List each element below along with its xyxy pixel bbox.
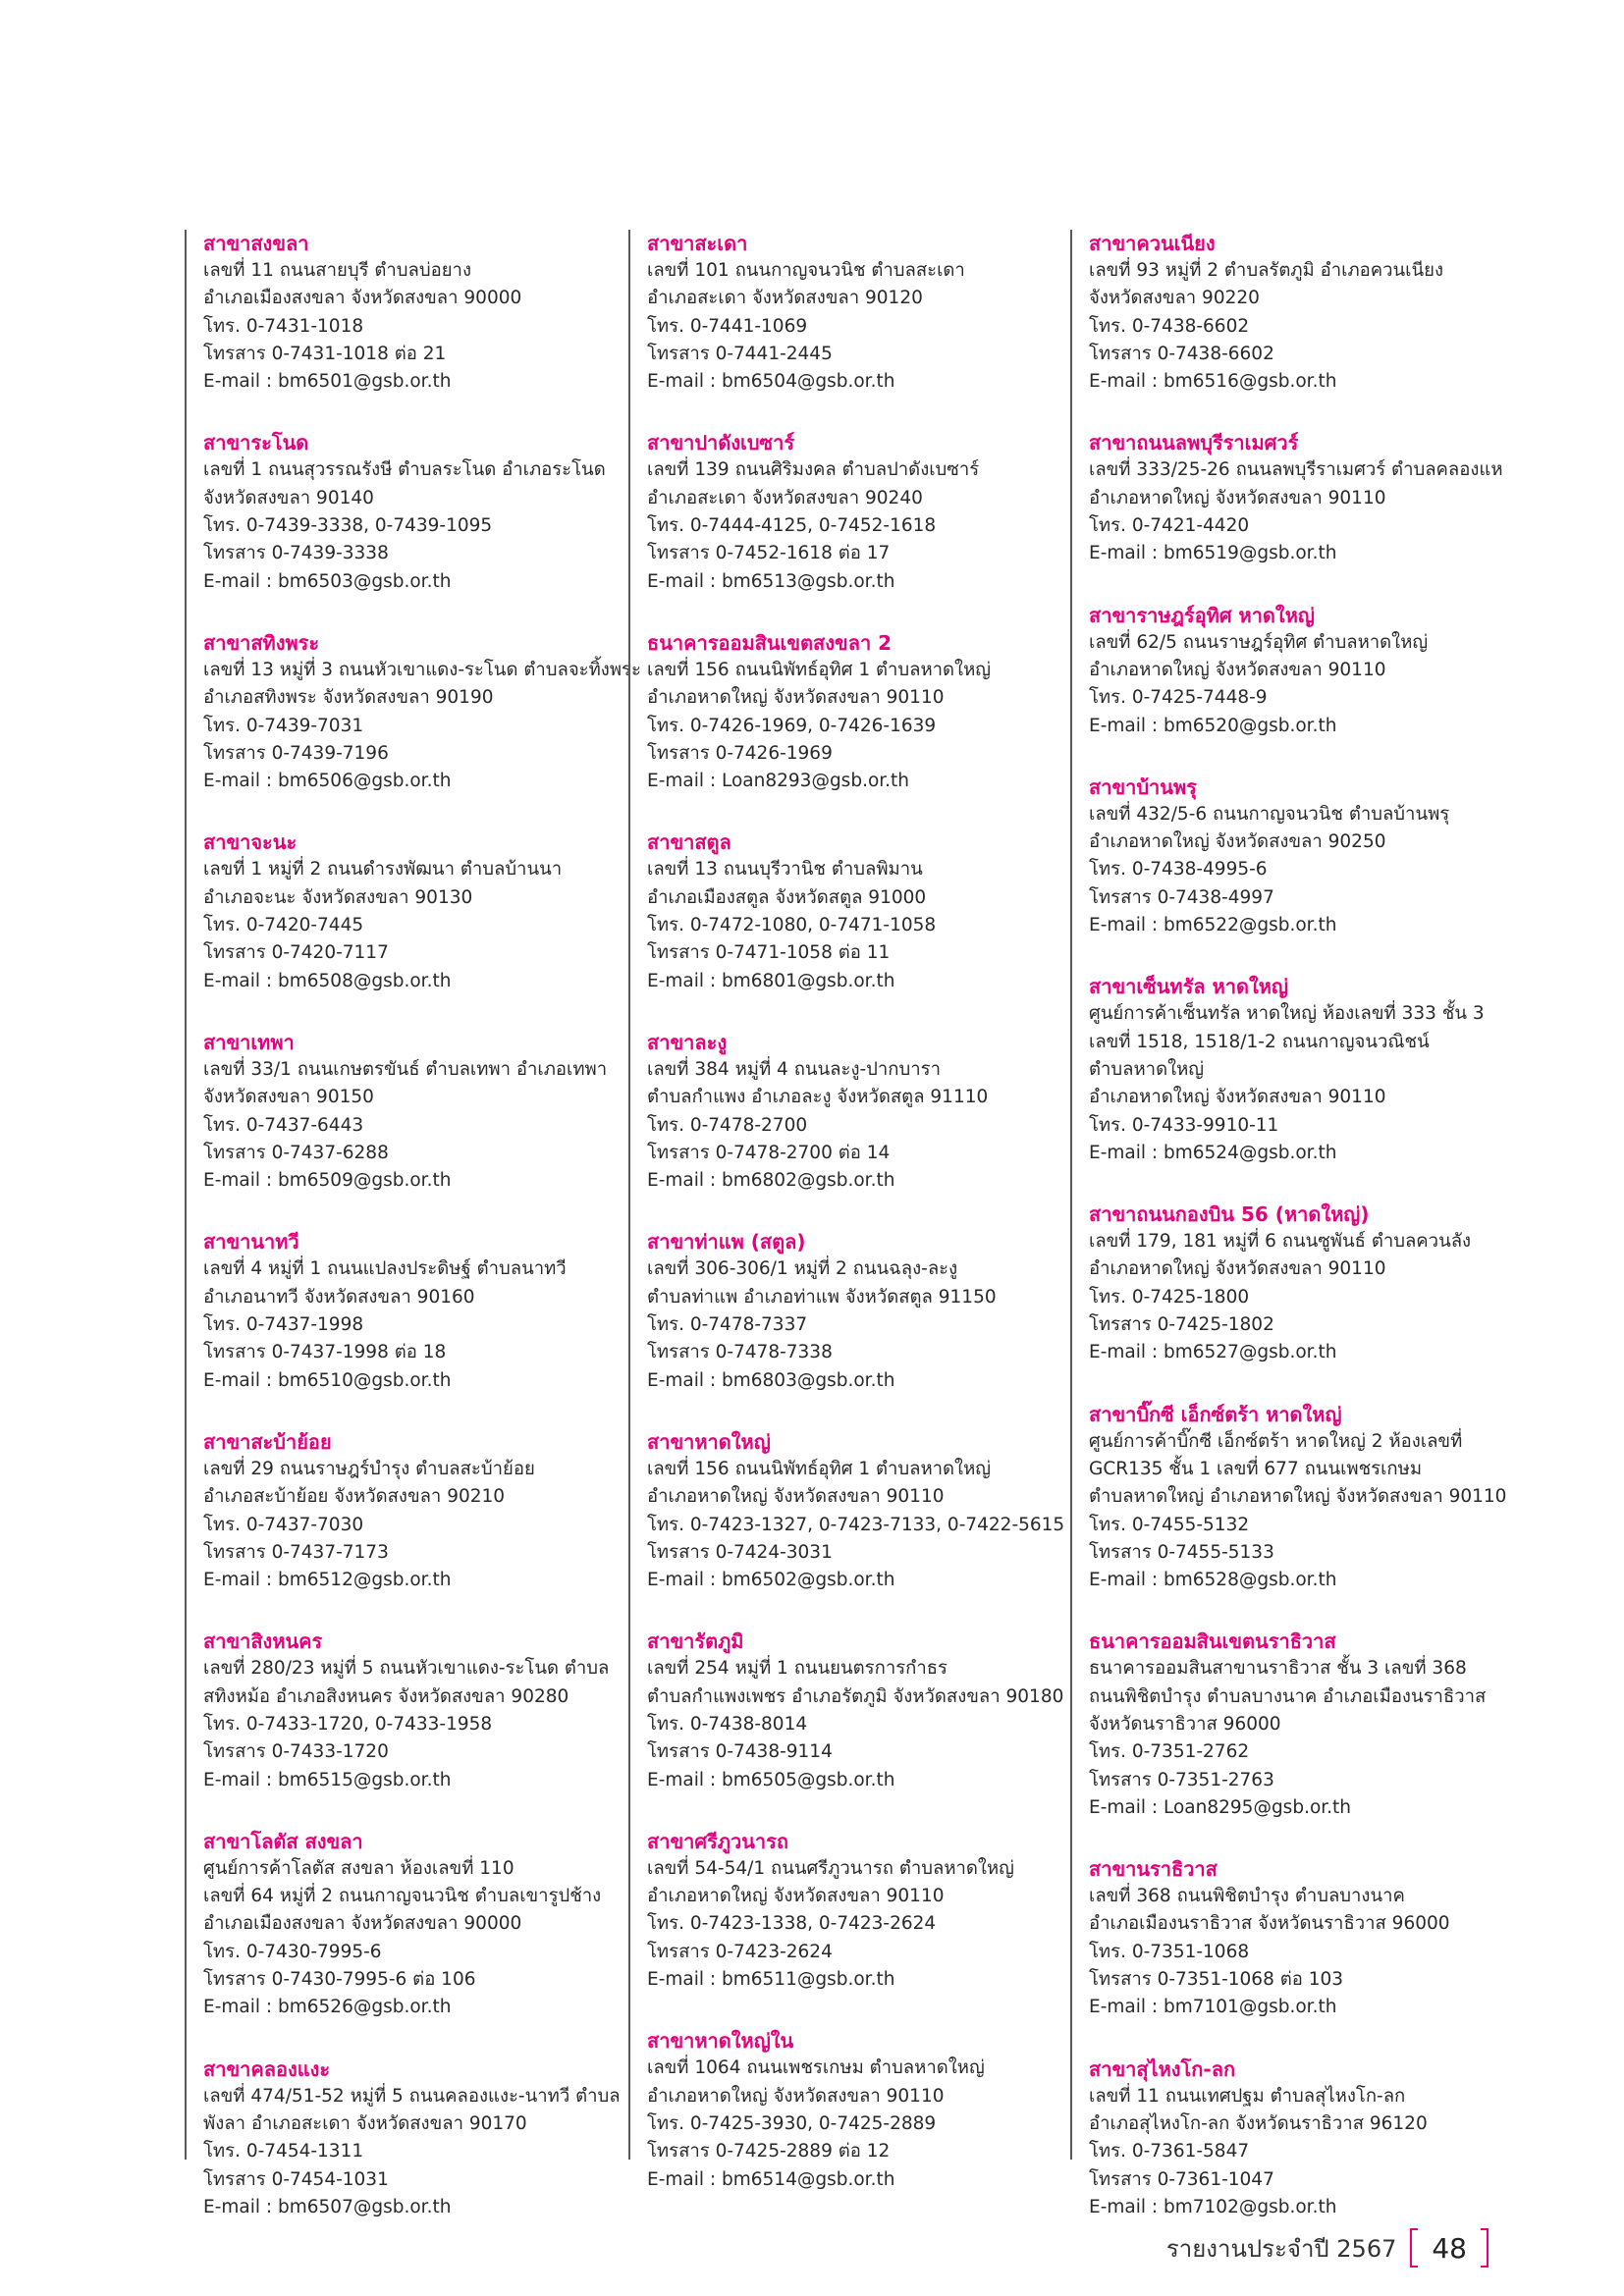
branch-detail-line: โทรสาร 0-7351-1068 ต่อ 103: [1089, 1969, 1344, 1991]
branch-detail-line: เลขที่ 4 หมู่ที่ 1 ถนนแปลงประดิษฐ์ ตำบลนาทวี: [203, 1258, 567, 1280]
branch-detail-line: โทรสาร 0-7478-2700 ต่อ 14: [647, 1142, 891, 1163]
branch-detail-line: โทร. 0-7444-4125, 0-7452-1618: [647, 515, 937, 537]
branch-entry: [203, 2056, 646, 2221]
branch-detail-line: โทรสาร 0-7425-2889 ต่อ 12: [647, 2141, 891, 2163]
branch-detail-line: เลขที่ 1 ถนนสุวรรณรังษี ตำบลระโนด อำเภอระโนด: [203, 459, 606, 481]
branch-email[interactable]: E-mail : bm6507@gsb.or.th: [203, 2196, 452, 2217]
branch-name: สาขาเซ็นทรัล หาดใหญ่: [1089, 975, 1288, 999]
branch-entry: [1089, 1201, 1532, 1366]
branch-detail-line: เลขที่ 474/51-52 หมู่ที่ 5 ถนนคลองแงะ-นาทวี ตำบล: [203, 2085, 621, 2107]
branch-detail-line: โทร. 0-7425-7448-9: [1089, 687, 1268, 709]
branch-detail-line: ถนนพิชิตบำรุง ตำบลบางนาค อำเภอเมืองนราธิวาส: [1089, 1685, 1487, 1707]
branch-detail-line: โทร. 0-7472-1080, 0-7471-1058: [647, 915, 937, 936]
branch-detail-line: เลขที่ 101 ถนนกาญจนวนิช ตำบลสะเดา: [647, 260, 965, 281]
branch-detail-line: เลขที่ 156 ถนนนิพัทธ์อุทิศ 1 ตำบลหาดใหญ่: [647, 1458, 992, 1479]
branch-email[interactable]: E-mail : Loan8295@gsb.or.th: [1089, 1796, 1352, 1818]
branch-email[interactable]: E-mail : bm6802@gsb.or.th: [647, 1170, 895, 1192]
branch-detail-line: อำเภอหาดใหญ่ จังหวัดสงขลา 90110: [647, 1486, 945, 1508]
branch-detail-line: อำเภอหาดใหญ่ จังหวัดสงขลา 90110: [1089, 659, 1386, 680]
branch-detail-line: โทร. 0-7437-1998: [203, 1314, 364, 1336]
branch-email[interactable]: E-mail : bm6501@gsb.or.th: [203, 371, 452, 393]
branch-detail-line: โทร. 0-7441-1069: [647, 315, 808, 337]
branch-detail-line: จังหวัดสงขลา 90220: [1089, 288, 1260, 309]
branch-detail-line: เลขที่ 179, 181 หมู่ที่ 6 ถนนซูพันธ์ ตำบลควนลัง: [1089, 1231, 1472, 1253]
branch-email[interactable]: E-mail : bm6803@gsb.or.th: [647, 1369, 895, 1391]
branch-detail-line: โทร. 0-7438-4995-6: [1089, 859, 1268, 881]
page-number: 48: [1432, 2231, 1467, 2265]
branch-detail-line: โทร. 0-7423-1338, 0-7423-2624: [647, 1913, 937, 1935]
branch-detail-line: เลขที่ 306-306/1 หมู่ที่ 2 ถนนฉลุง-ละงู: [647, 1258, 958, 1280]
branch-detail-line: โทร. 0-7425-3930, 0-7425-2889: [647, 2112, 937, 2134]
branch-detail-line: อำเภอเมืองสงขลา จังหวัดสงขลา 90000: [203, 288, 522, 309]
branch-detail-line: โทร. 0-7478-7337: [647, 1314, 808, 1336]
branch-detail-line: โทร. 0-7431-1018: [203, 315, 364, 337]
branch-entry: [203, 429, 646, 595]
branch-detail-line: โทรสาร 0-7426-1969: [647, 742, 833, 764]
branch-name: สาขาบ้านพรุ: [1089, 774, 1197, 799]
branch-detail-line: โทรสาร 0-7430-7995-6 ต่อ 106: [203, 1969, 476, 1991]
branch-detail-line: โทรสาร 0-7438-9114: [647, 1741, 833, 1763]
branch-detail-line: โทรสาร 0-7439-3338: [203, 543, 389, 564]
branch-name: สาขาสะบ้าย้อย: [203, 1429, 332, 1454]
branch-detail-line: เลขที่ 139 ถนนศิริมงคล ตำบลปาดังเบซาร์: [647, 459, 980, 481]
branch-detail-line: อำเภอสะบ้าย้อย จังหวัดสงขลา 90210: [203, 1486, 506, 1508]
branch-email[interactable]: E-mail : bm6514@gsb.or.th: [647, 2168, 895, 2190]
branch-detail-line: โทรสาร 0-7454-1031: [203, 2168, 389, 2190]
branch-email[interactable]: E-mail : bm6512@gsb.or.th: [203, 1570, 452, 1591]
branch-email[interactable]: E-mail : bm6509@gsb.or.th: [203, 1170, 452, 1192]
branch-entry: [647, 1828, 1080, 1994]
branch-detail-line: ตำบลหาดใหญ่ อำเภอหาดใหญ่ จังหวัดสงขลา 90110: [1089, 1486, 1507, 1508]
branch-detail-line: เลขที่ 432/5-6 ถนนกาญจนวนิช ตำบลบ้านพรุ: [1089, 803, 1450, 825]
branch-column-3: [1070, 230, 1532, 2217]
branch-detail-line: อำเภอสุไหงโก-ลก จังหวัดนราธิวาส 96120: [1089, 2112, 1428, 2134]
branch-detail-line: โทร. 0-7439-7031: [203, 715, 364, 736]
branch-detail-line: อำเภอหาดใหญ่ จังหวัดสงขลา 90110: [1089, 487, 1386, 508]
branch-detail-line: อำเภอหาดใหญ่ จังหวัดสงขลา 90110: [647, 1886, 945, 1907]
branch-entry: [203, 1029, 646, 1195]
branch-detail-line: โทร. 0-7439-3338, 0-7439-1095: [203, 515, 493, 537]
branch-detail-line: อำเภอหาดใหญ่ จังหวัดสงขลา 90110: [1089, 1087, 1386, 1108]
branch-detail-line: โทร. 0-7423-1327, 0-7423-7133, 0-7422-5615: [647, 1514, 1065, 1535]
branch-detail-line: โทรสาร 0-7433-1720: [203, 1741, 389, 1763]
page-footer: [1166, 2223, 1489, 2272]
branch-name: ธนาคารออมสินเขตสงขลา 2: [647, 630, 893, 655]
branch-name: สาขาถนนลพบุรีราเมศวร์: [1089, 431, 1299, 455]
branch-entry: [647, 429, 1080, 595]
branch-email[interactable]: E-mail : bm6508@gsb.or.th: [203, 970, 452, 991]
branch-detail-line: โทรสาร 0-7478-7338: [647, 1342, 833, 1363]
branch-name: สาขาสตูล: [647, 830, 731, 855]
branch-detail-line: ตำบลท่าแพ อำเภอท่าแพ จังหวัดสตูล 91150: [647, 1286, 997, 1308]
branch-name: สาขาปาดังเบซาร์: [647, 431, 795, 455]
branch-detail-line: เลขที่ 64 หมู่ที่ 2 ถนนกาญจนวนิช ตำบลเขารูปช้าง: [203, 1886, 602, 1907]
branch-name: สาขาเทพา: [203, 1030, 295, 1054]
branch-detail-line: โทร. 0-7455-5132: [1089, 1514, 1250, 1535]
branch-detail-line: โทร. 0-7478-2700: [647, 1114, 808, 1136]
branch-detail-line: ศูนย์การค้าเซ็นทรัล หาดใหญ่ ห้องเลขที่ 333 ชั้น 3: [1089, 1003, 1485, 1025]
branch-email[interactable]: E-mail : bm6505@gsb.or.th: [647, 1769, 895, 1790]
branch-entry: [1089, 774, 1532, 939]
branch-detail-line: โทรสาร 0-7424-3031: [647, 1541, 833, 1563]
branch-name: สาขาสะเดา: [647, 232, 748, 255]
branch-entry: [203, 1428, 646, 1594]
branch-entry: [1089, 973, 1532, 1167]
branch-detail-line: โทรสาร 0-7420-7117: [203, 942, 389, 964]
branch-entry: [203, 828, 646, 994]
branch-detail-line: เลขที่ 384 หมู่ที่ 4 ถนนละงู-ปากบารา: [647, 1058, 941, 1080]
branch-entry: [647, 2027, 1080, 2193]
branch-detail-line: โทรสาร 0-7425-1802: [1089, 1314, 1274, 1336]
branch-name: สาขาหาดใหญ่ใน: [647, 2029, 794, 2054]
branch-name: สาขาถนนกองบิน 56 (หาดใหญ่): [1089, 1202, 1370, 1227]
branch-entry: [203, 1828, 646, 2022]
branch-detail-line: โทร. 0-7426-1969, 0-7426-1639: [647, 715, 937, 736]
branch-detail-line: พังลา อำเภอสะเดา จังหวัดสงขลา 90170: [203, 2112, 527, 2134]
branch-detail-line: โทรสาร 0-7437-1998 ต่อ 18: [203, 1342, 447, 1363]
branch-detail-line: เลขที่ 1 หมู่ที่ 2 ถนนดำรงพัฒนา ตำบลบ้านนา: [203, 859, 563, 881]
branch-email[interactable]: E-mail : bm6515@gsb.or.th: [203, 1769, 452, 1790]
right-bracket: [1481, 2228, 1489, 2268]
branch-email[interactable]: E-mail : bm6519@gsb.or.th: [1089, 543, 1337, 564]
branch-name: ธนาคารออมสินเขตนราธิวาส: [1089, 1629, 1336, 1654]
branch-detail-line: โทร. 0-7421-4420: [1089, 515, 1250, 537]
branch-name: สาขาบิ๊กซี เอ็กซ์ตร้า หาดใหญ่: [1089, 1402, 1342, 1426]
branch-detail-line: โทร. 0-7437-6443: [203, 1114, 364, 1136]
branch-detail-line: เลขที่ 13 หมู่ที่ 3 ถนนหัวเขาแดง-ระโนด ตำบลจะทิ้งพระ: [203, 659, 641, 680]
branch-detail-line: โทรสาร 0-7438-4997: [1089, 886, 1274, 908]
branch-detail-line: โทร. 0-7437-7030: [203, 1514, 364, 1535]
branch-entry: [1089, 1855, 1532, 2021]
branch-detail-line: โทรสาร 0-7441-2445: [647, 343, 833, 364]
branch-detail-line: อำเภอเมืองสตูล จังหวัดสตูล 91000: [647, 886, 927, 908]
branch-entry: [647, 1029, 1080, 1195]
branch-detail-line: เลขที่ 156 ถนนนิพัทธ์อุทิศ 1 ตำบลหาดใหญ่: [647, 659, 992, 680]
branch-entry: [647, 1228, 1080, 1394]
branch-detail-line: อำเภอเมืองสงขลา จังหวัดสงขลา 90000: [203, 1913, 522, 1935]
branch-detail-line: โทรสาร 0-7361-1047: [1089, 2168, 1274, 2190]
branch-detail-line: อำเภอเมืองนราธิวาส จังหวัดนราธิวาส 96000: [1089, 1913, 1450, 1935]
branch-detail-line: เลขที่ 62/5 ถนนราษฎร์อุทิศ ตำบลหาดใหญ่: [1089, 631, 1429, 653]
branch-detail-line: จังหวัดสงขลา 90150: [203, 1087, 374, 1108]
branch-entry: [1089, 429, 1532, 567]
branch-entry: [647, 230, 1080, 396]
branch-email[interactable]: E-mail : Loan8293@gsb.or.th: [647, 771, 910, 792]
branch-detail-line: โทรสาร 0-7471-1058 ต่อ 11: [647, 942, 891, 964]
branch-detail-line: อำเภอจะนะ จังหวัดสงขลา 90130: [203, 886, 473, 908]
branch-detail-line: โทรสาร 0-7351-2763: [1089, 1769, 1274, 1790]
branch-detail-line: เลขที่ 29 ถนนราษฎร์บำรุง ตำบลสะบ้าย้อย: [203, 1458, 535, 1479]
branch-email[interactable]: E-mail : bm7102@gsb.or.th: [1089, 2196, 1337, 2217]
branch-detail-line: โทร. 0-7438-8014: [647, 1713, 808, 1735]
report-title: รายงานประจำปี 2567: [1165, 2234, 1397, 2263]
branch-name: สาขาหาดใหญ่: [647, 1429, 771, 1454]
branch-detail-line: เลขที่ 333/25-26 ถนนลพบุรีราเมศวร์ ตำบลคลองแห: [1089, 459, 1503, 481]
branch-detail-line: โทรสาร 0-7423-2624: [647, 1941, 833, 1962]
branch-detail-line: เลขที่ 254 หมู่ที่ 1 ถนนยนตรการกำธร: [647, 1658, 947, 1680]
branch-detail-line: ตำบลหาดใหญ่: [1089, 1058, 1205, 1080]
branch-entry: [647, 828, 1080, 994]
branch-detail-line: เลขที่ 280/23 หมู่ที่ 5 ถนนหัวเขาแดง-ระโนด ตำบล: [203, 1658, 610, 1680]
branch-entry: [203, 1628, 646, 1793]
branch-detail-line: โทร. 0-7361-5847: [1089, 2141, 1250, 2163]
branch-detail-line: อำเภอสทิงพระ จังหวัดสงขลา 90190: [203, 687, 494, 709]
branch-email[interactable]: E-mail : bm6801@gsb.or.th: [647, 970, 895, 991]
branch-detail-line: โทรสาร 0-7455-5133: [1089, 1541, 1274, 1563]
branch-detail-line: โทรสาร 0-7439-7196: [203, 742, 389, 764]
branch-detail-line: สทิงหม้อ อำเภอสิงหนคร จังหวัดสงขลา 90280: [203, 1685, 569, 1707]
branch-detail-line: ตำบลกำแพงเพชร อำเภอรัตภูมิ จังหวัดสงขลา 90180: [647, 1685, 1064, 1707]
branch-detail-line: โทร. 0-7425-1800: [1089, 1286, 1250, 1308]
branch-detail-line: โทร. 0-7454-1311: [203, 2141, 364, 2163]
branch-detail-line: อำเภอนาทวี จังหวัดสงขลา 90160: [203, 1286, 475, 1308]
branch-detail-line: โทรสาร 0-7452-1618 ต่อ 17: [647, 543, 891, 564]
branch-entry: [1089, 602, 1532, 740]
branch-entry: [203, 230, 646, 396]
branch-detail-line: ตำบลกำแพง อำเภอละงู จังหวัดสตูล 91110: [647, 1087, 989, 1108]
branch-detail-line: อำเภอหาดใหญ่ จังหวัดสงขลา 90110: [647, 2085, 945, 2107]
branch-email[interactable]: E-mail : bm7101@gsb.or.th: [1089, 1997, 1337, 2018]
branch-name: สาขาโลตัส สงขลา: [203, 1829, 363, 1853]
branch-email[interactable]: E-mail : bm6506@gsb.or.th: [203, 771, 452, 792]
branch-entry: [647, 629, 1080, 795]
branch-email[interactable]: E-mail : bm6516@gsb.or.th: [1089, 371, 1337, 393]
branch-entry: [203, 629, 646, 795]
branch-name: สาขาควนเนียง: [1089, 232, 1216, 255]
branch-name: สาขาท่าแพ (สตูล): [647, 1230, 806, 1255]
branch-entry: [647, 1628, 1080, 1793]
branch-detail-line: โทร. 0-7351-1068: [1089, 1941, 1250, 1962]
branch-detail-line: เลขที่ 1518, 1518/1-2 ถนนกาญจนวณิชน์: [1089, 1031, 1430, 1052]
branch-detail-line: โทรสาร 0-7437-6288: [203, 1142, 389, 1163]
branch-detail-line: เลขที่ 13 ถนนบุรีวานิช ตำบลพิมาน: [647, 859, 923, 881]
branch-detail-line: โทร. 0-7433-1720, 0-7433-1958: [203, 1713, 493, 1735]
branch-detail-line: โทรสาร 0-7437-7173: [203, 1541, 389, 1563]
branch-email[interactable]: E-mail : bm6527@gsb.or.th: [1089, 1342, 1337, 1363]
branch-detail-line: อำเภอหาดใหญ่ จังหวัดสงขลา 90250: [1089, 831, 1386, 853]
branch-detail-line: โทรสาร 0-7431-1018 ต่อ 21: [203, 343, 447, 364]
branch-name: สาขาระโนด: [203, 431, 309, 455]
left-bracket: [1410, 2228, 1418, 2268]
branch-entry: [203, 1228, 646, 1394]
branch-email[interactable]: E-mail : bm6524@gsb.or.th: [1089, 1142, 1337, 1163]
branch-detail-line: โทร. 0-7351-2762: [1089, 1741, 1250, 1763]
branch-detail-line: ศูนย์การค้าบิ๊กซี เอ็กซ์ตร้า หาดใหญ่ 2 ห้องเลขที่: [1089, 1430, 1463, 1452]
branch-entry: [647, 1428, 1080, 1594]
page-number-box: [1410, 2224, 1489, 2271]
branch-detail-line: เลขที่ 11 ถนนเทศปฐม ตำบลสุไหงโก-ลก: [1089, 2085, 1406, 2107]
branch-name: สาขานราธิวาส: [1089, 1857, 1218, 1882]
branch-entry: [1089, 230, 1532, 396]
branch-column-1: [185, 230, 646, 2217]
branch-email[interactable]: E-mail : bm6502@gsb.or.th: [647, 1570, 895, 1591]
branch-name: สาขาสทิงพระ: [203, 630, 320, 655]
branch-name: สาขาจะนะ: [203, 830, 298, 855]
branch-detail-line: เลขที่ 368 ถนนพิชิตบำรุง ตำบลบางนาค: [1089, 1886, 1405, 1907]
branch-name: สาขาศรีภูวนารถ: [647, 1829, 788, 1853]
branch-column-2: [628, 230, 1080, 2190]
branch-name: สาขาราษฎร์อุทิศ หาดใหญ่: [1089, 603, 1315, 627]
branch-email[interactable]: E-mail : bm6522@gsb.or.th: [1089, 915, 1337, 936]
branch-detail-line: จังหวัดสงขลา 90140: [203, 487, 374, 508]
branch-name: สาขารัตภูมิ: [647, 1629, 744, 1654]
branch-email[interactable]: E-mail : bm6503@gsb.or.th: [203, 570, 452, 592]
branch-name: สาขาสงขลา: [203, 232, 309, 255]
branch-detail-line: ธนาคารออมสินสาขานราธิวาส ชั้น 3 เลขที่ 368: [1089, 1658, 1467, 1680]
branch-detail-line: เลขที่ 54-54/1 ถนนศรีภูวนารถ ตำบลหาดใหญ่: [647, 1857, 1014, 1879]
branch-detail-line: เลขที่ 11 ถนนสายบุรี ตำบลบ่อยาง: [203, 260, 471, 281]
branch-email[interactable]: E-mail : bm6526@gsb.or.th: [203, 1997, 452, 2018]
branch-email[interactable]: E-mail : bm6520@gsb.or.th: [1089, 715, 1337, 736]
branch-entry: [1089, 1628, 1532, 1822]
branch-detail-line: โทรสาร 0-7438-6602: [1089, 343, 1274, 364]
branch-detail-line: อำเภอหาดใหญ่ จังหวัดสงขลา 90110: [647, 687, 945, 709]
branch-detail-line: อำเภอสะเดา จังหวัดสงขลา 90120: [647, 288, 923, 309]
branch-detail-line: โทร. 0-7430-7995-6: [203, 1941, 382, 1962]
branch-detail-line: โทร. 0-7433-9910-11: [1089, 1114, 1279, 1136]
branch-entry: [1089, 1401, 1532, 1595]
branch-detail-line: ศูนย์การค้าโลตัส สงขลา ห้องเลขที่ 110: [203, 1857, 514, 1879]
branch-detail-line: เลขที่ 1064 ถนนเพชรเกษม ตำบลหาดใหญ่: [647, 2057, 985, 2079]
branch-entry: [1089, 2056, 1532, 2221]
branch-detail-line: โทร. 0-7420-7445: [203, 915, 364, 936]
branch-email[interactable]: E-mail : bm6511@gsb.or.th: [647, 1969, 895, 1991]
branch-email[interactable]: E-mail : bm6510@gsb.or.th: [203, 1369, 452, 1391]
branch-name: สาขาละงู: [647, 1030, 728, 1054]
branch-detail-line: อำเภอหาดใหญ่ จังหวัดสงขลา 90110: [1089, 1258, 1386, 1280]
branch-detail-line: จังหวัดนราธิวาส 96000: [1089, 1713, 1281, 1735]
branch-name: สาขาสุไหงโก-ลก: [1089, 2056, 1236, 2081]
branch-detail-line: โทร. 0-7438-6602: [1089, 315, 1250, 337]
branch-name: สาขาสิงหนคร: [203, 1629, 323, 1654]
branch-detail-line: เลขที่ 93 หมู่ที่ 2 ตำบลรัตภูมิ อำเภอควนเนียง: [1089, 260, 1444, 281]
branch-name: สาขาคลองแงะ: [203, 2056, 331, 2081]
branch-email[interactable]: E-mail : bm6528@gsb.or.th: [1089, 1570, 1337, 1591]
branch-detail-line: อำเภอสะเดา จังหวัดสงขลา 90240: [647, 487, 923, 508]
branch-detail-line: GCR135 ชั้น 1 เลขที่ 677 ถนนเพชรเกษม: [1089, 1458, 1423, 1479]
branch-email[interactable]: E-mail : bm6513@gsb.or.th: [647, 570, 895, 592]
branch-name: สาขานาทวี: [203, 1230, 299, 1255]
branch-detail-line: เลขที่ 33/1 ถนนเกษตรขันธ์ ตำบลเทพา อำเภอเทพา: [203, 1058, 608, 1080]
branch-email[interactable]: E-mail : bm6504@gsb.or.th: [647, 371, 895, 393]
